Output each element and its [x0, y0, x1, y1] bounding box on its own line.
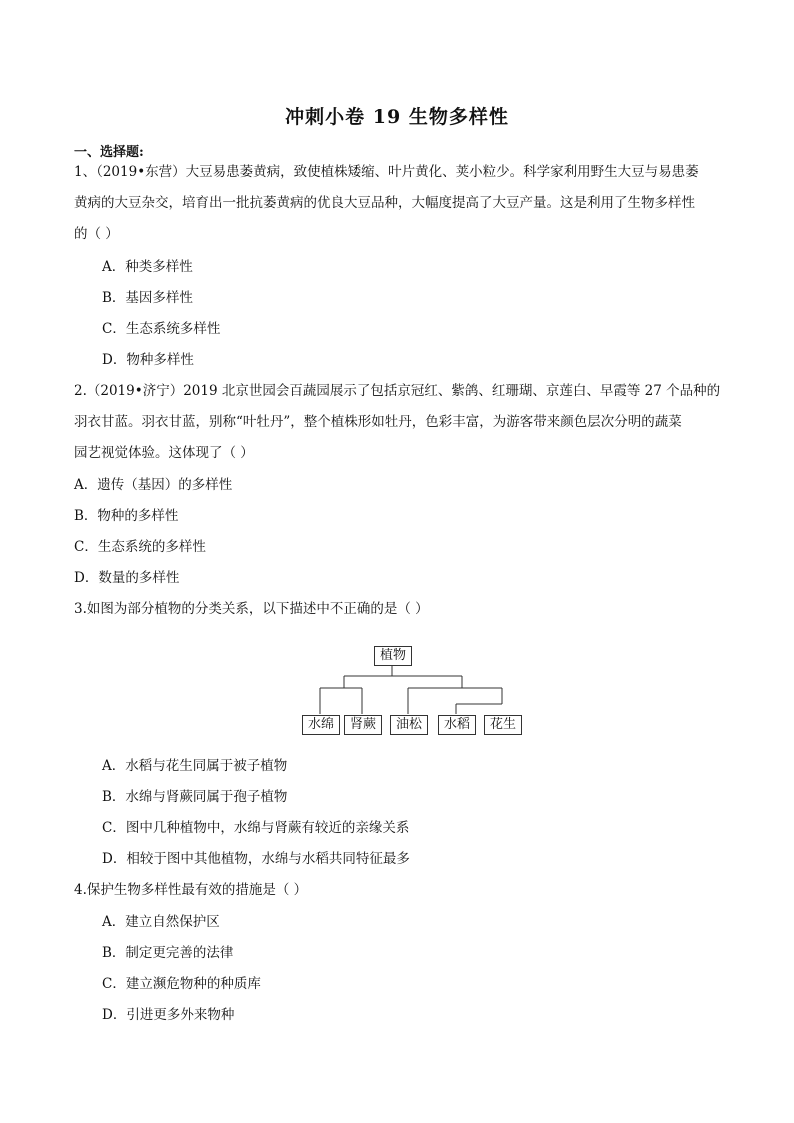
tree-leaf-node: 水稻: [438, 715, 476, 735]
tree-leaf-node: 水绵: [302, 715, 340, 735]
q1-option-c[interactable]: C．生态系统多样性: [102, 321, 221, 337]
q3-option-a[interactable]: A．水稻与花生同属于被子植物: [102, 758, 288, 774]
q2-line-1: 2.（2019•济宁）2019 北京世园会百蔬园展示了包括京冠红、紫鸽、红珊瑚、京莲白、早霞等 27 个品种的: [74, 383, 721, 399]
q3-option-c[interactable]: C．图中几种植物中，水绵与肾蕨有较近的亲缘关系: [102, 820, 410, 836]
q2-option-c[interactable]: C．生态系统的多样性: [74, 539, 206, 555]
q4-option-b[interactable]: B．制定更完善的法律: [102, 945, 234, 961]
q1-line-2: 黄病的大豆杂交，培育出一批抗萎黄病的优良大豆品种，大幅度提高了大豆产量。这是利用了生物多样性: [74, 195, 695, 211]
tree-leaf-node: 油松: [390, 715, 428, 735]
q2-option-d[interactable]: D．数量的多样性: [74, 570, 180, 586]
q4-option-a[interactable]: A．建立自然保护区: [102, 914, 220, 930]
q1-line-1: 1、（2019•东营）大豆易患萎黄病，致使植株矮缩、叶片黄化、荚小粒少。科学家利用野生大豆与易患萎: [74, 164, 699, 180]
q1-option-a[interactable]: A．种类多样性: [102, 259, 193, 275]
q1-line-3: 的（ ）: [74, 226, 119, 242]
q1-option-b[interactable]: B．基因多样性: [102, 290, 193, 306]
q3-line-1: 3.如图为部分植物的分类关系，以下描述中不正确的是（ ）: [74, 601, 429, 617]
q2-option-a[interactable]: A．遗传（基因）的多样性: [74, 477, 233, 493]
q4-line-1: 4.保护生物多样性最有效的措施是（ ）: [74, 882, 308, 898]
tree-root-node: 植物: [374, 646, 412, 666]
q1-option-d[interactable]: D．物种多样性: [102, 352, 194, 368]
q3-option-b[interactable]: B．水绵与肾蕨同属于孢子植物: [102, 789, 288, 805]
q2-option-b[interactable]: B．物种的多样性: [74, 508, 179, 524]
plant-classification-tree: [296, 642, 526, 738]
q2-line-3: 园艺视觉体验。这体现了（ ）: [74, 445, 254, 461]
tree-leaf-node: 肾蕨: [344, 715, 382, 735]
section-heading: 一、选择题:: [74, 145, 144, 160]
q3-option-d[interactable]: D．相较于图中其他植物，水绵与水稻共同特征最多: [102, 851, 410, 867]
tree-leaf-node: 花生: [484, 715, 522, 735]
q2-line-2: 羽衣甘蓝。羽衣甘蓝，别称“叶牡丹”，整个植株形如牡丹，色彩丰富，为游客带来颜色层次分明的蔬菜: [74, 414, 682, 430]
q4-option-c[interactable]: C．建立濒危物种的种质库: [102, 976, 261, 992]
page-title: 冲刺小卷 19 生物多样性: [285, 106, 509, 128]
q4-option-d[interactable]: D．引进更多外来物种: [102, 1007, 235, 1023]
